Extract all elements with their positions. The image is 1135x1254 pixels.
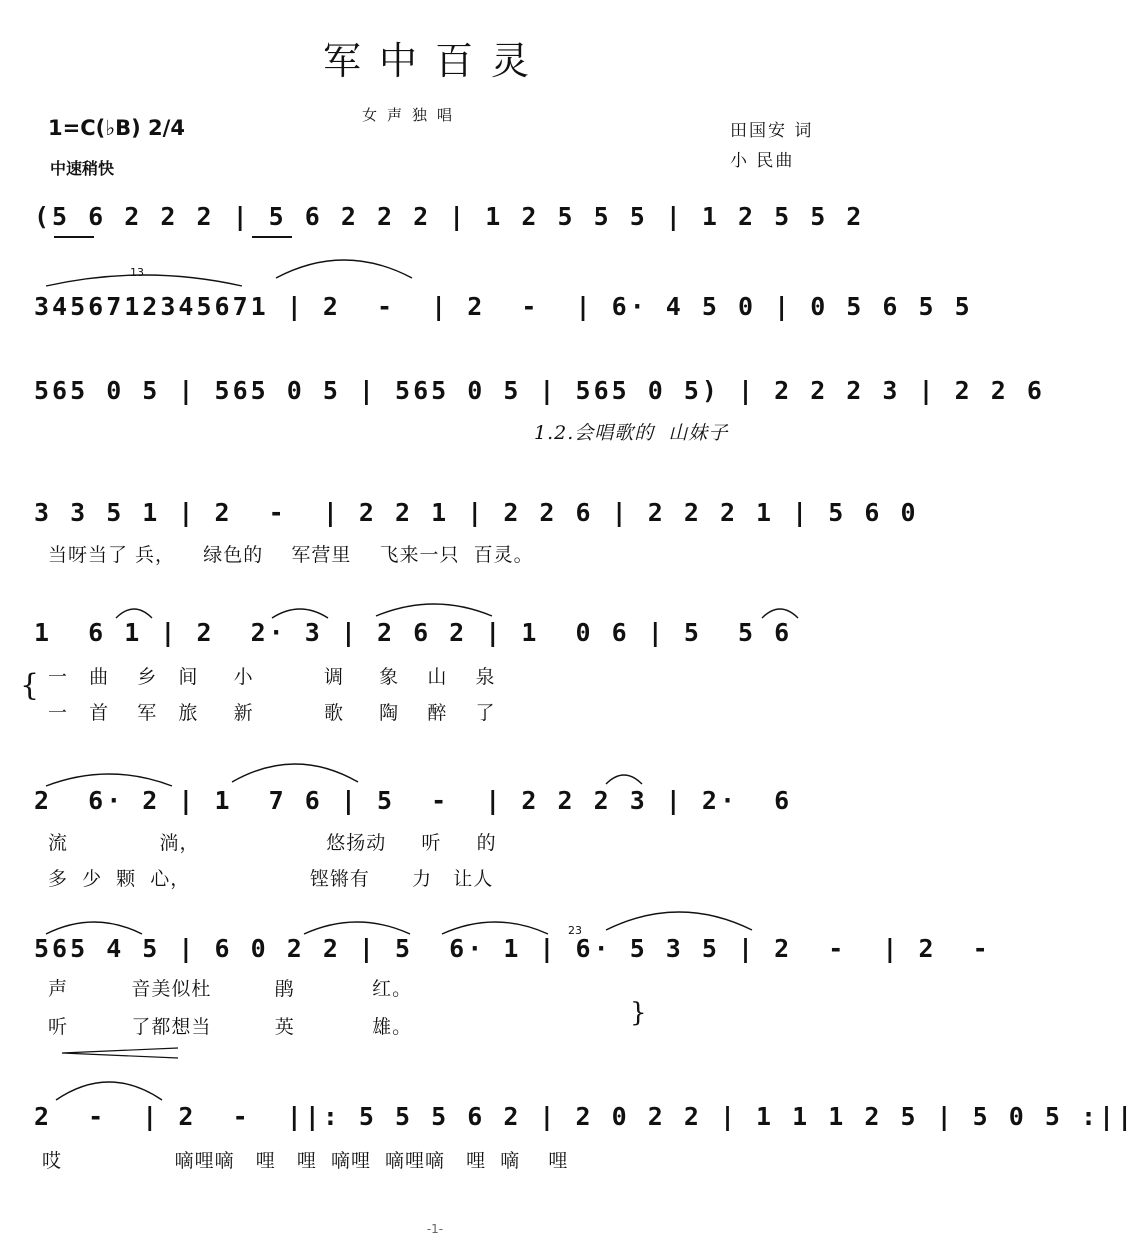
- tie-slur: [230, 754, 360, 784]
- notation: 2 - | 2 - ||: 5 5 5 6 2 | 2 0 2 2 | 1 1 1 2 5 | 5 0 5 :||: [34, 1102, 1135, 1131]
- notation: 1 6 1 | 2 2· 3 | 2 6 2 | 1 0 6 | 5 5 6: [34, 618, 793, 647]
- lyricist-credit: 田国安 词: [730, 121, 814, 141]
- score-line-2: [34, 266, 973, 332]
- crescendo-mark: [60, 1046, 180, 1060]
- lyric-verse-1: 一 曲 乡 间 小 调 象 山 泉: [48, 666, 496, 688]
- tie-slur: [302, 916, 412, 936]
- notation: (5 6 2 2 2 | 5 6 2 2 2 | 1 2 5 5 5 | 1 2 5 5 2: [34, 202, 865, 231]
- song-title: 军中百灵: [322, 39, 547, 83]
- page-number: -1-: [426, 1222, 444, 1236]
- lyric-verse: 当呀当了 兵， 绿色的 军营里 飞来一只 百灵。: [48, 544, 534, 566]
- score-line-4: [34, 498, 919, 566]
- tuplet-number: 13: [130, 266, 144, 279]
- score-line-1: [34, 202, 865, 242]
- lyric-verse-2: 听 了都想当 英 雄。: [48, 1016, 413, 1038]
- tie-slur: [44, 768, 174, 788]
- key-signature: 1=C(♭B) 2/4: [48, 116, 185, 140]
- lyric-verse: 1.2.会唱歌的 山妹子: [534, 422, 729, 444]
- notation: 3456712345671 | 2 - | 2 - | 6· 4 5 0 | 0 5 6 5 5: [34, 292, 973, 321]
- tie-slur: [274, 250, 414, 280]
- lyric-verse-1: 声 音美似杜 鹃 红。: [48, 978, 413, 1000]
- composer-credit: 小 民曲: [730, 151, 795, 171]
- lyric-verse-1: 流 淌， 悠扬动 听 的: [48, 832, 497, 854]
- performance-type: 女声独唱: [362, 106, 463, 124]
- tie-slur: [604, 902, 754, 932]
- tie-slur: [440, 916, 550, 936]
- tie-slur: [54, 1072, 164, 1102]
- score-line-5: [20, 618, 840, 724]
- score-line-8: [34, 1102, 1135, 1172]
- score-line-7: [34, 924, 991, 1038]
- grace-notes: 23: [568, 924, 582, 937]
- tempo-marking: 中速稍快: [50, 159, 115, 178]
- phrase-slur: [44, 268, 244, 288]
- score-line-6: [34, 786, 840, 890]
- tie-slur: [374, 598, 494, 618]
- tie-slur: [44, 916, 144, 936]
- lyric-verse-2: 多 少 颗 心， 铿锵有 力 让人: [48, 868, 494, 890]
- tie-slur: [604, 770, 644, 786]
- verse-brace-close: }: [630, 998, 647, 1028]
- notation: 565 4 5 | 6 0 2 2 | 5 6· 1 | 6· 5 3 5 | 2 - | 2 -: [34, 934, 991, 963]
- verse-brace: {: [20, 668, 40, 703]
- score-line-3: [34, 376, 1045, 444]
- notation: 3 3 5 1 | 2 - | 2 2 1 | 2 2 6 | 2 2 2 1 | 5 6 0: [34, 498, 919, 527]
- notation: 2 6· 2 | 1 7 6 | 5 - | 2 2 2 3 | 2· 6: [34, 786, 793, 815]
- lyric-verse-2: 一 首 军 旅 新 歌 陶 醉 了: [48, 702, 496, 724]
- lyric-verse: 哎 嘀哩嘀 哩 哩 嘀哩 嘀哩嘀 哩 嘀 哩: [42, 1150, 569, 1172]
- notation: 565 0 5 | 565 0 5 | 565 0 5 | 565 0 5) | 2 2 2 3 | 2 2 6: [34, 376, 1045, 405]
